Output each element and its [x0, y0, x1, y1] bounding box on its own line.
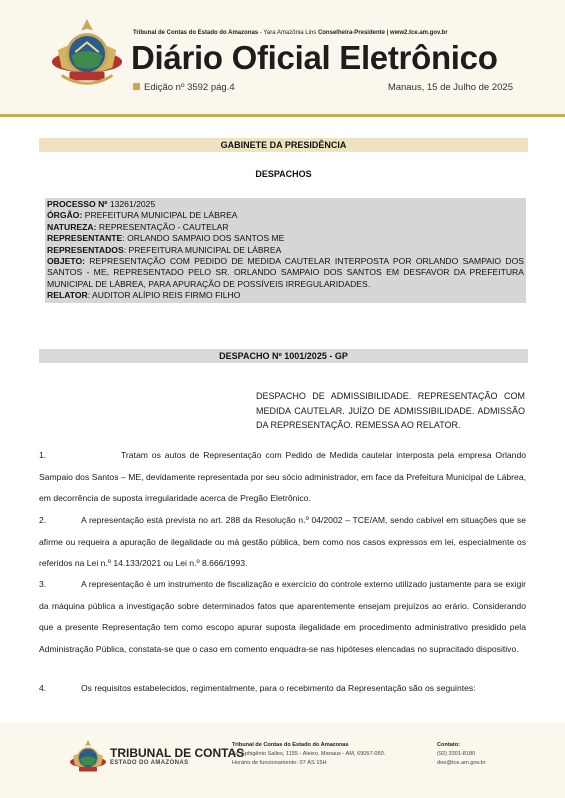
section-despachos: DESPACHOS — [255, 169, 312, 179]
header-top-line — [133, 30, 448, 36]
edition-text: Edição nº 3592 pág.4 — [144, 82, 235, 93]
process-orgao-line: ÓRGÃO: PREFEITURA MUNICIPAL DE LÁBREA — [47, 210, 238, 221]
paragraph-number: 1. — [39, 450, 47, 460]
process-representante-line: REPRESENTANTE: ORLANDO SAMPAIO DOS SANTOS ME — [47, 233, 285, 244]
footer-contact — [437, 741, 485, 768]
despacho-title: DESPACHO Nº 1001/2025 - GP — [39, 349, 528, 363]
paragraph-text: Tratam os autos de Representação com Pedido de Medida cautelar interposta pela empresa Orlando Sampaio dos Santos – ME, devidamente representada por seu sócio administrador, em face da Prefeitura Municipal de Lábrea, em decorrência de suposta irregularidade acerca de Pregão Eletrônico. — [39, 450, 526, 503]
process-objeto-line: OBJETO: REPRESENTAÇÃO COM PEDIDO DE MEDIDA CAUTELAR INTERPOSTA POR ORLANDO SAMPAIO DOS SANTOS - ME, REPRESENTADO PELO SR. ORLANDO SAMPAIO DOS SANTOS EM DESFAVOR DA PREFEITURA MUNICIPAL DE LÁBREA, PARA APURAÇÃO DE POSSÍVEIS IRREGULARIDADES. — [47, 256, 524, 289]
process-info-box — [45, 198, 526, 303]
footer-phone[interactable]: (92) 3301-8180 — [437, 751, 476, 757]
section-gabinete: GABINETE DA PRESIDÊNCIA — [39, 138, 528, 152]
institution-name: Tribunal de Contas do Estado do Amazonas — [133, 30, 259, 36]
masthead-title: Diário Oficial Eletrônico — [131, 39, 498, 76]
paragraph-text: A representação é um instrumento de fiscalização e exercício do controle externo utilizado justamente para se exigir da máquina pública a investigação sobre determinados fatos que aparentemente ensejam prejuízos ao erário. Considerando que a presente Representação tem como escopo apurar suposta ilegalidade em procedimento administrativo presidido pela Administração Pública, constata-se que o caso em comento enquadra-se nas hipóteses elencadas no supracitado dispositivo. — [39, 579, 526, 654]
place-date: Manaus, 15 de Julho de 2025 — [387, 82, 513, 93]
paragraph-2 — [39, 510, 526, 575]
process-number-line: PROCESSO Nº 13261/2025 — [47, 199, 156, 209]
process-representados-line: REPRESENTADOS: PREFEITURA MUNICIPAL DE LÁBREA — [47, 244, 282, 255]
paragraph-text: A representação está prevista no art. 288 da Resolução n.º 04/2002 – TCE/AM, sendo cabível em situações que se afirme ou requeira a apuração de ilegalidade ou má gestão pública, bem como nos casos expressos em lei, especialmente os referidos na Lei n.º 14.133/2021 ou Lei n.º 8.666/1993. — [39, 515, 526, 568]
website-link[interactable]: | www2.tce.am.gov.br — [384, 30, 448, 36]
paragraph-text: Os requisitos estabelecidos, regimentalmente, para o recebimento da Representação são os seguintes: — [81, 683, 476, 693]
edition-info — [133, 82, 235, 93]
footer-logo-subtitle: ESTADO DO AMAZONAS — [110, 760, 189, 766]
paragraph-1 — [39, 445, 526, 510]
footer-address-title: Tribunal de Contas do Estado do Amazonas — [232, 742, 349, 748]
footer-email[interactable]: doe@tce.am.gov.br — [437, 760, 486, 766]
header-divider — [0, 114, 565, 117]
tce-seal-icon — [48, 17, 126, 95]
president-name: - Yara Amazônia Lins — [258, 30, 318, 36]
paragraph-number: 2. — [39, 515, 47, 525]
footer-logo-title: TRIBUNAL DE CONTAS — [110, 746, 245, 760]
paragraph-number: 3. — [39, 579, 47, 589]
footer-address — [232, 741, 385, 768]
paragraph-number: 4. — [39, 683, 47, 693]
paragraph-3 — [39, 574, 526, 660]
footer-hours: Horário de funcionamento: 07 ÀS 15H — [232, 760, 327, 766]
tce-seal-small-icon — [68, 739, 108, 779]
process-relator-line: RELATOR: AUDITOR ALÍPIO REIS FIRMO FILHO — [47, 290, 241, 301]
president-role: Conselheira-Presidente — [317, 30, 385, 36]
footer-address-line: Av. Ephigênio Salles, 1155 - Aleixo, Manaus - AM, 69057-050. — [232, 751, 386, 757]
ementa-text: DESPACHO DE ADMISSIBILIDADE. REPRESENTAÇÃO COM MEDIDA CAUTELAR. JUÍZO DE ADMISSIBILIDADE. ADMISSÃO DA REPRESENTAÇÃO. REMESSA AO RELATOR. — [256, 391, 525, 430]
paragraph-4 — [39, 678, 526, 700]
gold-square-icon — [133, 83, 140, 90]
footer-contact-title: Contato: — [437, 742, 460, 748]
process-natureza-line: NATUREZA: REPRESENTAÇÃO - CAUTELAR — [47, 221, 229, 232]
